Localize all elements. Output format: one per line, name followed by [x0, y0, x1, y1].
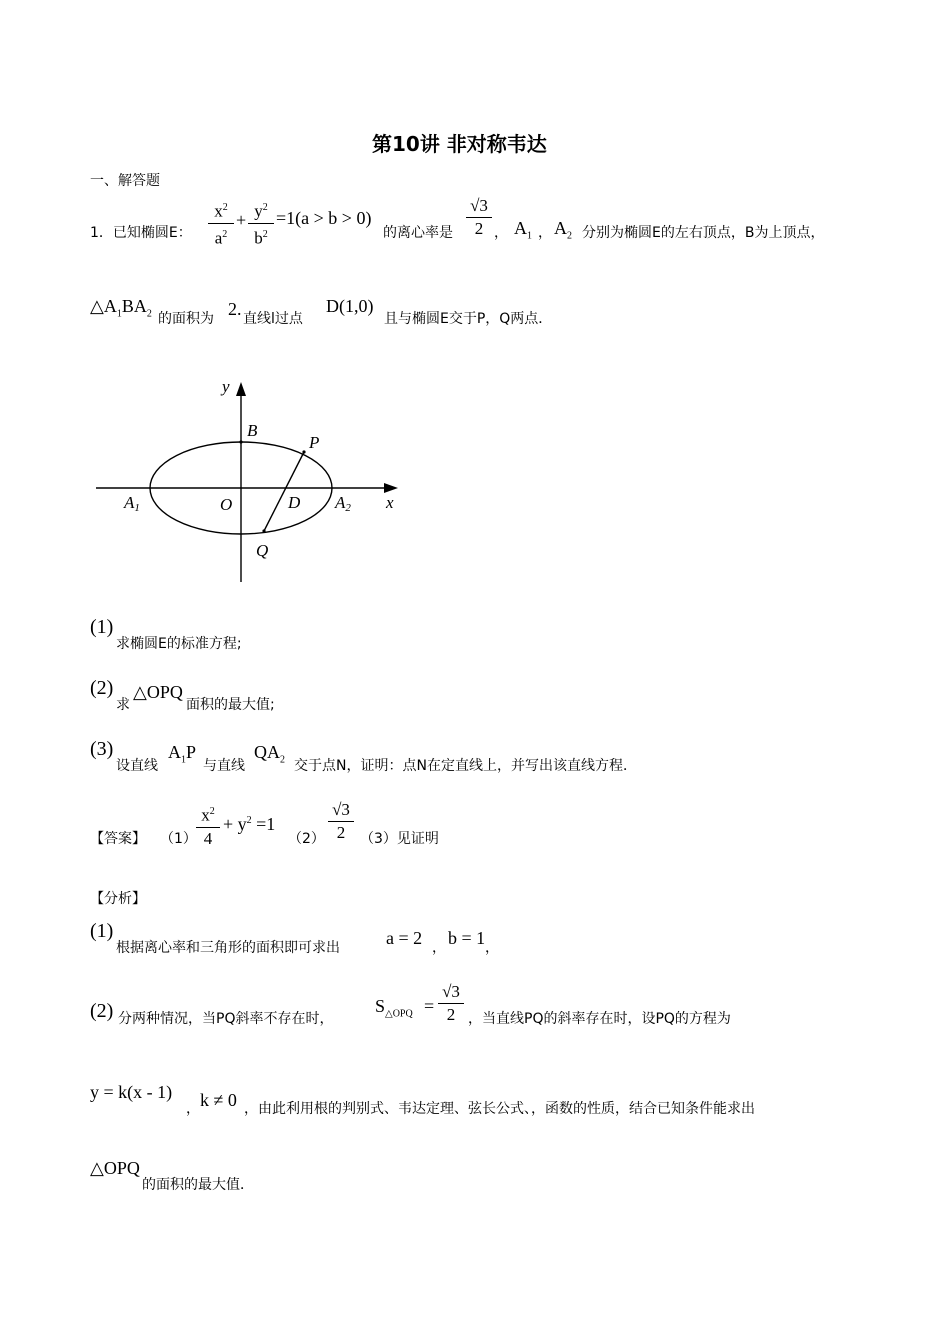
analysis-4-math: △OPQ: [90, 1158, 140, 1178]
answer-sqrt3-over-2: √3 2: [328, 800, 354, 843]
label-x: x: [386, 493, 394, 512]
answer-fraction: $x^2$ 4: [196, 802, 220, 849]
part-2-pre: 求: [116, 697, 130, 713]
q1-point-D: D(1,0): [326, 296, 374, 316]
analysis-4-text: 的面积的最大值．: [142, 1177, 254, 1193]
analysis-1-sep: ，: [432, 940, 446, 956]
q1-text-4: 直线l过点: [243, 311, 303, 327]
answer-equation: + $y^2 =1$: [223, 814, 276, 834]
analysis-1-a: a = 2: [386, 928, 423, 948]
label-B: B: [247, 421, 258, 440]
label-y: y: [222, 377, 230, 396]
analysis-2-S: $S_{\triangle OPQ}$: [375, 996, 413, 1020]
q1-text-5: 且与椭圆E交于P，Q两点．: [384, 311, 553, 327]
analysis-3-k: k ≠ 0: [200, 1090, 237, 1110]
q1-eccentricity: √3 2: [466, 196, 492, 239]
analysis-3-text: ，由此利用根的判别式、韦达定理、弦长公式、，函数的性质，结合已知条件能求出: [244, 1101, 755, 1117]
analysis-2-text: 分两种情况，当PQ斜率不存在时，: [118, 1011, 334, 1027]
answer-part-2: （2）: [288, 831, 325, 847]
x-axis-arrow: [384, 483, 398, 493]
q1-fraction-y: $y^2$ $b^2$: [248, 198, 274, 248]
part-3-text: 交于点N，证明：点N在定直线上，并写出该直线方程．: [294, 758, 637, 774]
q1-text-3: 的面积为: [158, 311, 214, 327]
analysis-label: 【分析】: [90, 891, 146, 907]
q1-number: 1．已知椭圆E：: [90, 225, 192, 241]
analysis-1-b: b = 1: [448, 928, 486, 948]
analysis-2-number: (2): [90, 1000, 114, 1022]
part-2-number: (2): [90, 677, 114, 699]
answer-part-1: （1）: [160, 831, 197, 847]
chord-PQ: [264, 452, 304, 531]
ellipse-figure: [90, 370, 410, 590]
analysis-1-end: ，: [485, 940, 499, 956]
analysis-1-text: 根据离心率和三角形的面积即可求出: [116, 940, 340, 956]
part-3-line-2: $QA_2$: [254, 742, 285, 766]
label-Q: Q: [256, 541, 269, 560]
point-P: [302, 450, 305, 453]
label-A2: A2: [335, 493, 351, 514]
part-2-math: △OPQ: [133, 682, 183, 702]
label-P: P: [309, 433, 320, 452]
q1-comma: ，: [494, 225, 508, 241]
page-title: 第10讲 非对称韦达: [372, 132, 547, 156]
analysis-2-text-2: ，当直线PQ的斜率存在时，设PQ的方程为: [468, 1011, 731, 1027]
label-D: D: [288, 493, 301, 512]
part-1-number: (1): [90, 616, 114, 638]
analysis-1-number: (1): [90, 920, 114, 942]
answer-label: 【答案】: [90, 831, 146, 847]
point-B: [239, 440, 242, 443]
section-heading: 一、解答题: [90, 173, 160, 189]
analysis-2-fraction: √3 2: [438, 982, 464, 1025]
q1-area: 2.: [228, 299, 242, 319]
q1-comma-2: ，: [538, 225, 552, 241]
part-3-number: (3): [90, 738, 114, 760]
label-A1: A1: [124, 493, 140, 514]
analysis-3-equation: y = k(x - 1): [90, 1082, 173, 1102]
part-1-text: 求椭圆E的标准方程;: [116, 636, 242, 652]
q1-triangle: $\triangle A_1BA_2$: [90, 296, 152, 320]
analysis-2-eq: =: [424, 996, 435, 1016]
analysis-3-sep: ，: [186, 1101, 200, 1117]
part-3-line-1: $A_1P$: [168, 742, 197, 766]
q1-A2: $A_2$: [554, 218, 572, 242]
point-Q: [262, 529, 265, 532]
label-O: O: [220, 495, 233, 514]
q1-A1: $A_1$: [514, 218, 532, 242]
q1-text-1: 的离心率是: [383, 225, 453, 241]
q1-text-2: 分别为椭圆E的左右顶点，B为上顶点，: [582, 225, 825, 241]
q1-plus: +: [236, 210, 247, 230]
q1-fraction-x: $x^2$ $a^2$: [208, 198, 234, 248]
answer-part-3: （3）见证明: [360, 831, 439, 847]
y-axis-arrow: [236, 382, 246, 396]
part-2-text: 面积的最大值;: [186, 697, 275, 713]
part-3-mid: 与直线: [203, 758, 245, 774]
part-3-pre: 设直线: [116, 758, 158, 774]
q1-condition: =1(a > b > 0): [276, 208, 372, 228]
